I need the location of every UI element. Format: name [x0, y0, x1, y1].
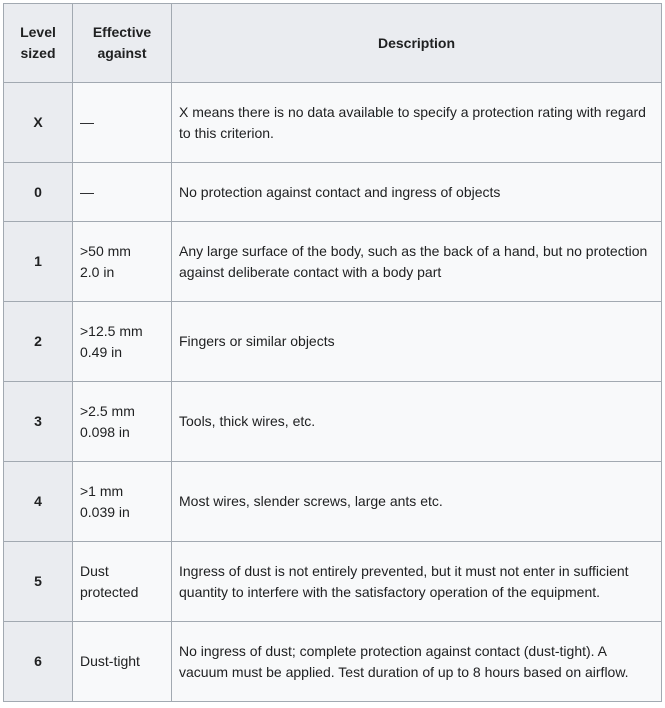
- table-row: [4, 622, 662, 702]
- effective-line: Dust-tight: [80, 653, 140, 669]
- effective-line-imperial: 0.039 in: [80, 503, 130, 520]
- effective-line-metric: >12.5 mm: [80, 322, 143, 339]
- table-header-row: [4, 4, 662, 83]
- effective-cell: [73, 302, 172, 382]
- level-cell: 2: [4, 302, 73, 382]
- effective-line: Dust: [80, 562, 109, 579]
- level-cell: 1: [4, 222, 73, 302]
- header-effective-line-1: Effective: [92, 24, 152, 40]
- protection-level-table: [3, 3, 662, 702]
- level-cell: 6: [4, 622, 73, 702]
- table-row: [4, 462, 662, 542]
- description-cell: Fingers or similar objects: [172, 302, 662, 382]
- description-cell: Tools, thick wires, etc.: [172, 382, 662, 462]
- level-cell: 3: [4, 382, 73, 462]
- header-level-line-1: Level: [20, 24, 56, 40]
- table-row: [4, 163, 662, 222]
- header-level-line-2: sized: [20, 45, 56, 61]
- effective-cell: [73, 542, 172, 622]
- effective-cell: [73, 462, 172, 542]
- level-cell: 5: [4, 542, 73, 622]
- description-cell: Ingress of dust is not entirely prevented, but it must not enter in sufficient quantity to interfere with the satisfactory operation of the equipment.: [172, 542, 662, 622]
- effective-line: —: [80, 114, 94, 130]
- description-cell: No protection against contact and ingress of objects: [172, 163, 662, 222]
- effective-cell: [73, 622, 172, 702]
- effective-line-metric: >50 mm: [80, 242, 131, 259]
- effective-cell: [73, 163, 172, 222]
- table-row: [4, 382, 662, 462]
- table-row: [4, 83, 662, 163]
- table-row: [4, 542, 662, 622]
- level-cell: 0: [4, 163, 73, 222]
- header-level-sized[interactable]: [4, 4, 73, 83]
- description-cell: Any large surface of the body, such as the back of a hand, but no protection against deliberate contact with a body part: [172, 222, 662, 302]
- header-effective-against[interactable]: [73, 4, 172, 83]
- description-cell: X means there is no data available to specify a protection rating with regard to this criterion.: [172, 83, 662, 163]
- header-description[interactable]: Description: [172, 4, 662, 83]
- effective-line-imperial: 0.098 in: [80, 423, 130, 440]
- effective-line: —: [80, 183, 94, 200]
- level-cell: 4: [4, 462, 73, 542]
- effective-line: protected: [80, 583, 139, 600]
- description-cell: Most wires, slender screws, large ants etc.: [172, 462, 662, 542]
- effective-line-metric: >2.5 mm: [80, 402, 135, 419]
- table-row: [4, 222, 662, 302]
- effective-cell: [73, 83, 172, 163]
- header-effective-line-2: against: [97, 45, 147, 61]
- effective-cell: [73, 222, 172, 302]
- effective-cell: [73, 382, 172, 462]
- description-cell: No ingress of dust; complete protection against contact (dust-tight). A vacuum must be applied. Test duration of up to 8 hours based on airflow.: [172, 622, 662, 702]
- level-cell: X: [4, 83, 73, 163]
- effective-line-imperial: 0.49 in: [80, 343, 123, 360]
- table-row: [4, 302, 662, 382]
- effective-line-metric: >1 mm: [80, 482, 124, 499]
- effective-line-imperial: 2.0 in: [80, 263, 115, 280]
